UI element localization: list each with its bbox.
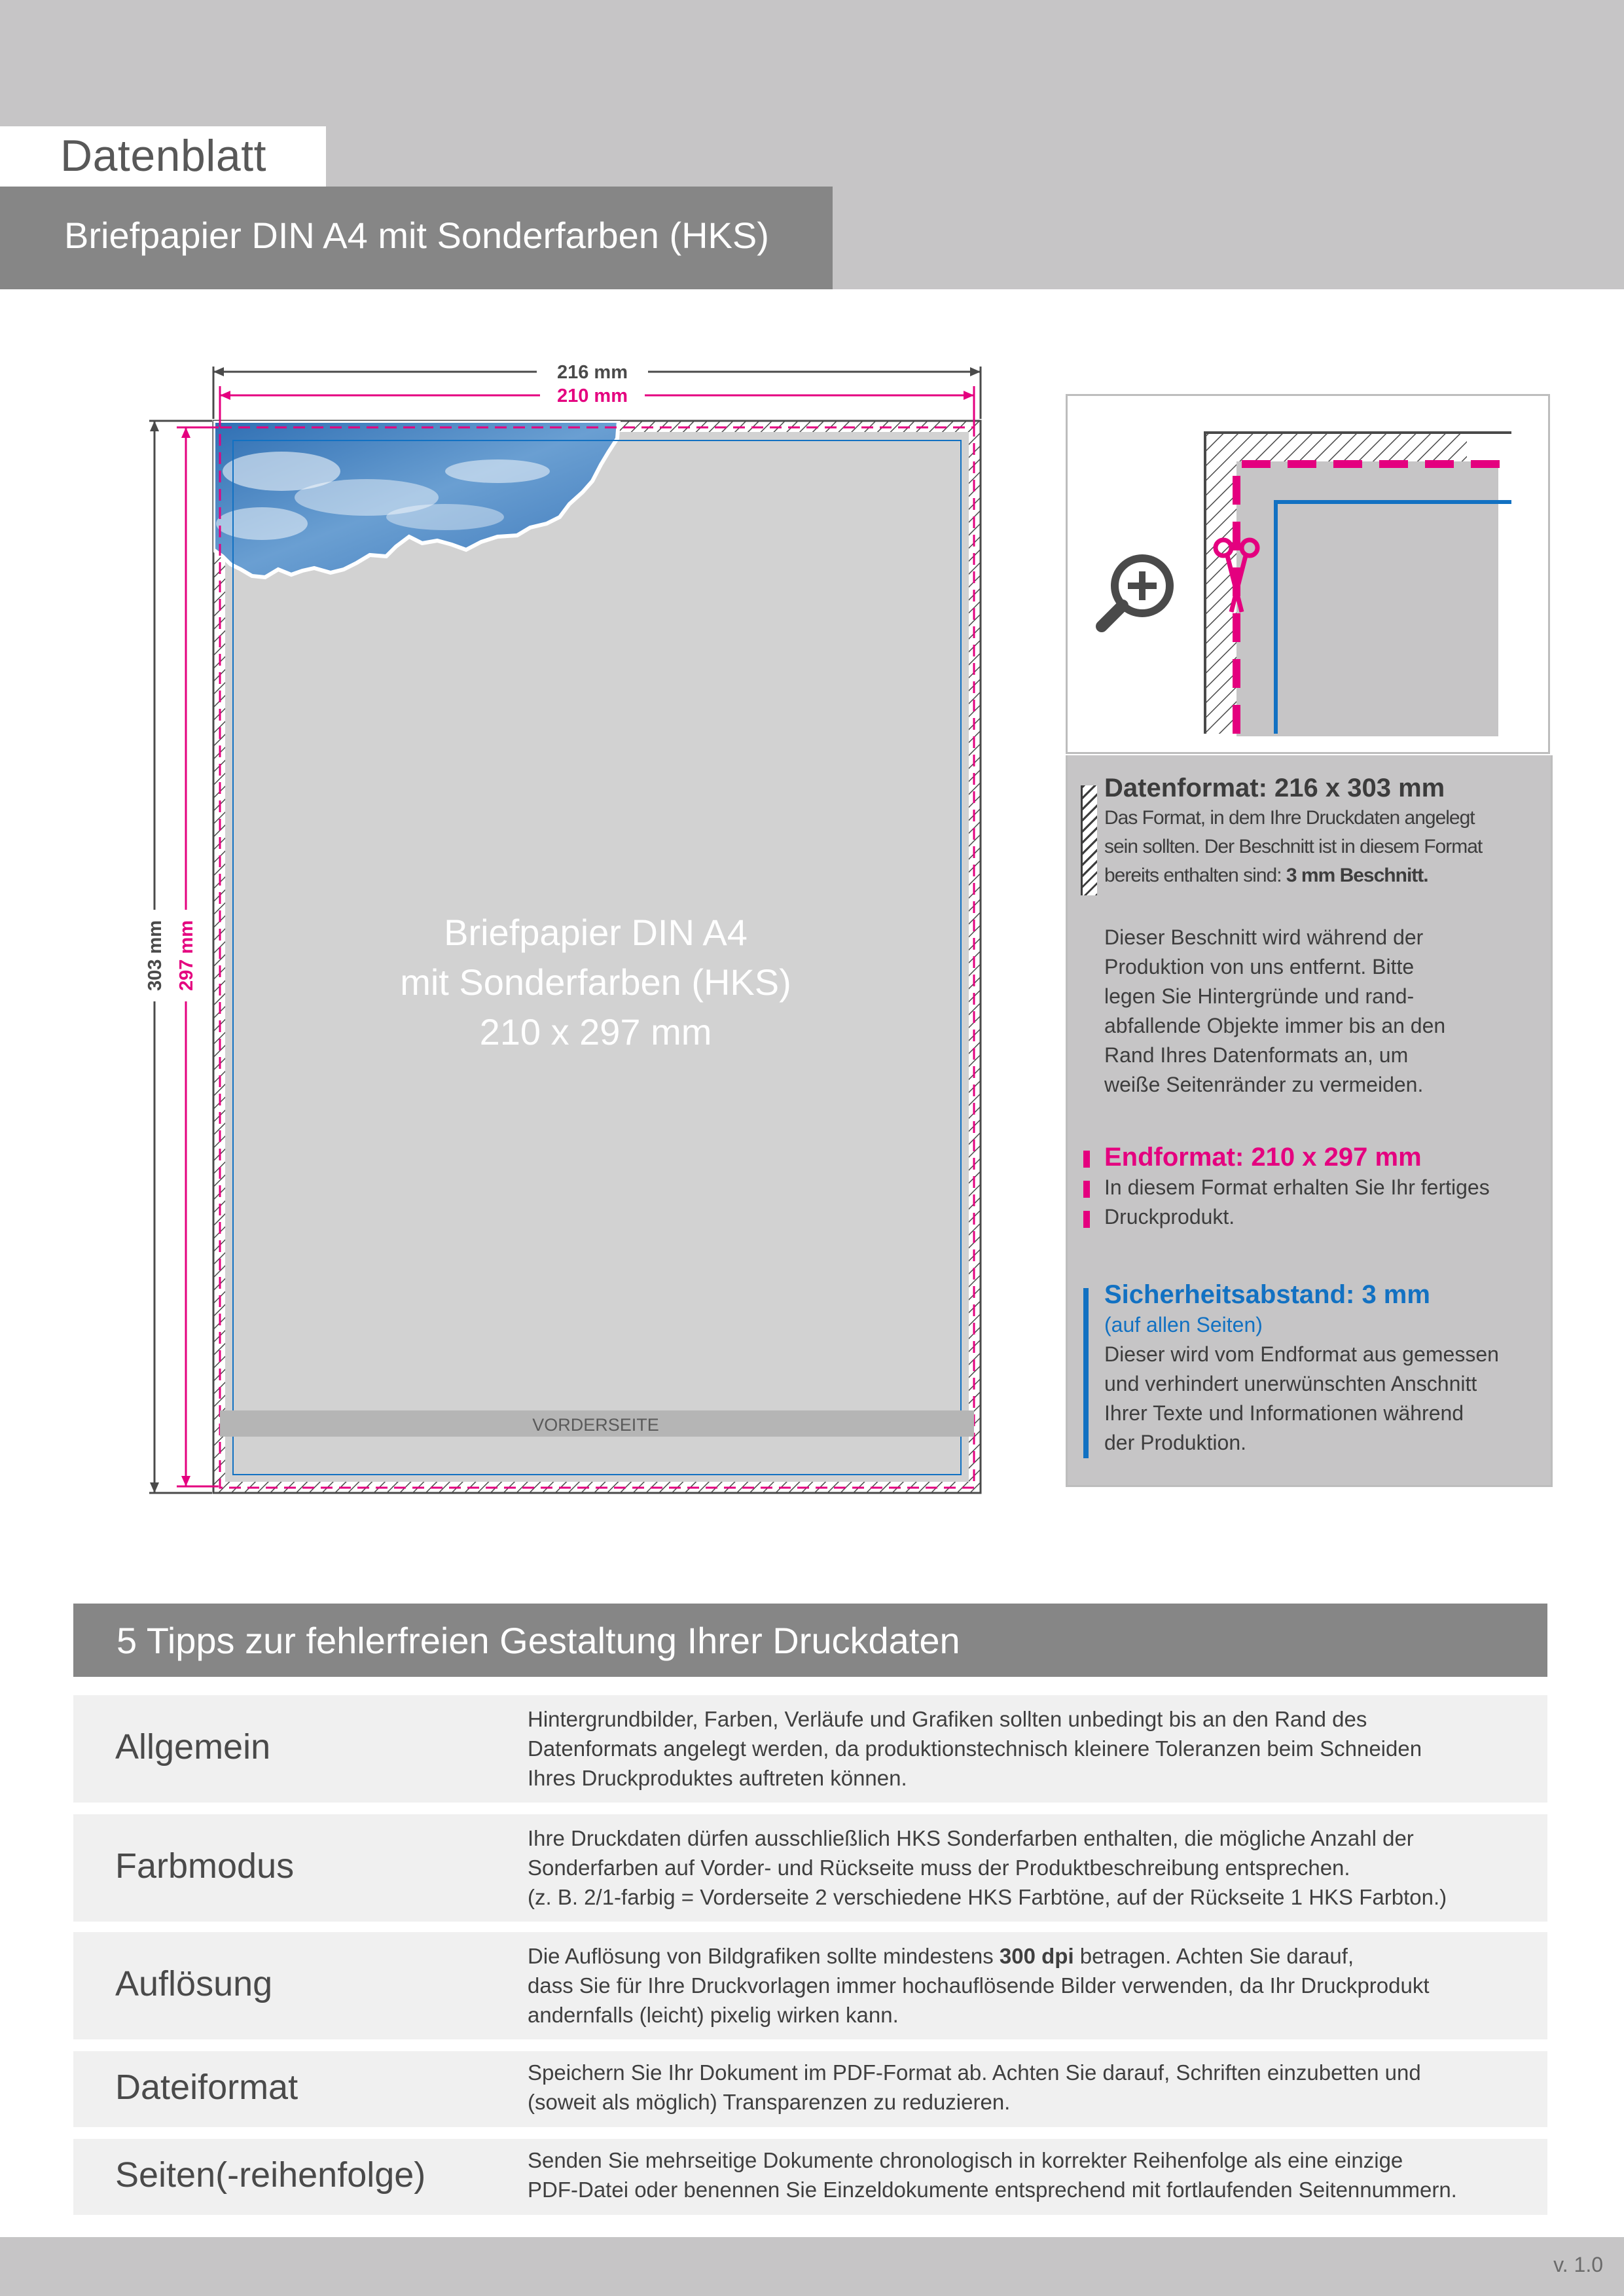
zoom-detail-box (1066, 394, 1550, 754)
datenformat-bold: 3 mm Beschnitt. (1286, 865, 1428, 886)
endformat-line-1: In diesem Format erhalten Sie Ihr fertiges (1104, 1175, 1490, 1199)
info-body (1066, 755, 1553, 1487)
datenformat-line-1: Das Format, in dem Ihre Druckdaten angelegt (1104, 807, 1475, 829)
sicherheit-line-1: Dieser wird vom Endformat aus gemessen (1104, 1342, 1499, 1366)
tip-line: Ihre Druckdaten dürfen ausschließlich HKS Sonderfarben enthalten, die mögliche Anzahl der (528, 1826, 1414, 1850)
tip-line: Senden Sie mehrseitige Dokumente chronologisch in korrekter Reihenfolge als eine einzige (528, 2148, 1403, 2172)
tip-line: dass Sie für Ihre Druckvorlagen immer hochauflösende Bilder verwenden, da Ihr Druckprodukt (528, 1973, 1430, 1998)
datenformat-line-3 (1104, 861, 1538, 890)
tip-label: Farbmodus (115, 1846, 295, 1886)
sicherheit-line-4: der Produktion. (1104, 1431, 1247, 1454)
beschnitt-line-3: legen Sie Hintergründe und rand- (1104, 984, 1415, 1008)
hatch-legend-marker (1081, 785, 1097, 895)
safety-legend-marker (1083, 1288, 1089, 1458)
format-diagram (0, 340, 1021, 1518)
endformat-legend-marker (1083, 1151, 1090, 1232)
tip-label: Dateiformat (115, 2068, 298, 2107)
endformat-title: Endformat: 210 x 297 mm (1104, 1143, 1422, 1172)
tip-line: andernfalls (leicht) pixelig wirken kann. (528, 2003, 899, 2027)
version-label: v. 1.0 (1553, 2253, 1603, 2276)
tip-text (528, 1823, 1534, 1912)
endformat-block (1104, 1141, 1538, 1232)
tip-row-allgemein (73, 1695, 1547, 1803)
width-final-label: 210 mm (556, 386, 628, 406)
tip-row-seiten (73, 2139, 1547, 2215)
sicherheit-block (1104, 1279, 1538, 1458)
width-data-label: 216 mm (556, 362, 628, 383)
tip-text (528, 1941, 1534, 2030)
tip-line: Ihres Druckproduktes auftreten können. (528, 1766, 907, 1790)
height-final-label: 297 mm (176, 920, 197, 992)
tips-title-bar (73, 1604, 1547, 1677)
tip-line (528, 1941, 1534, 1971)
tip-line: (z. B. 2/1-farbig = Vorderseite 2 verschiedene HKS Farbtöne, auf der Rückseite 1 HKS Farbton.) (528, 1885, 1447, 1909)
datenformat-line-3-text: bereits enthalten sind: (1104, 865, 1286, 886)
tip-line: Sonderfarben auf Vorder- und Rückseite muss der Produktbeschreibung entsprechen. (528, 1856, 1350, 1880)
tip-line: Datenformats angelegt werden, da produktionstechnisch kleinere Toleranzen beim Schneiden (528, 1736, 1422, 1761)
beschnitt-block (1104, 923, 1538, 1100)
sheet-label-box (0, 126, 326, 187)
sicherheit-line-3: Ihrer Texte und Informationen während (1104, 1401, 1464, 1425)
info-panel (1066, 394, 1553, 1487)
tip-line: Speichern Sie Ihr Dokument im PDF-Format ab. Achten Sie darauf, Schriften einzubetten und (528, 2060, 1421, 2085)
footer-band (0, 2237, 1624, 2296)
page-area (225, 432, 969, 1482)
beschnitt-line-5: Rand Ihres Datenformats an, um (1104, 1043, 1409, 1067)
tip-row-dateiformat (73, 2051, 1547, 2127)
height-data-label: 303 mm (145, 920, 166, 992)
tip-text (528, 2145, 1534, 2204)
sheet-label: Datenblatt (60, 131, 266, 181)
datenformat-block (1104, 772, 1538, 890)
tip-label: Allgemein (115, 1727, 271, 1767)
tip-row-aufloesung (73, 1932, 1547, 2039)
tip-label: Seiten(-reihenfolge) (115, 2155, 426, 2195)
title-bar (0, 187, 833, 289)
tip-line: PDF-Datei oder benennen Sie Einzeldokumente entsprechend mit fortlaufenden Seitennummern. (528, 2178, 1457, 2202)
endformat-line-2: Druckprodukt. (1104, 1205, 1235, 1229)
tip-line-part: betragen. Achten Sie darauf, (1074, 1944, 1354, 1968)
zoom-in-icon (1102, 558, 1170, 626)
tip-line: Hintergrundbilder, Farben, Verläufe und Grafiken sollten unbedingt bis an den Rand des (528, 1707, 1367, 1731)
sicherheit-sub: (auf allen Seiten) (1104, 1313, 1263, 1336)
tip-line-bold: 300 dpi (999, 1944, 1074, 1968)
page-title: Briefpapier DIN A4 mit Sonderfarben (HKS) (64, 215, 769, 256)
tips-title: 5 Tipps zur fehlerfreien Gestaltung Ihrer Druckdaten (117, 1620, 960, 1661)
side-label: VORDERSEITE (532, 1415, 659, 1435)
beschnitt-line-6: weiße Seitenränder zu vermeiden. (1104, 1073, 1424, 1096)
tip-line-part: Die Auflösung von Bildgrafiken sollte mindestens (528, 1944, 1000, 1968)
tip-label: Auflösung (115, 1964, 273, 2003)
beschnitt-line-2: Produktion von uns entfernt. Bitte (1104, 955, 1415, 978)
tip-text (528, 2058, 1534, 2117)
tip-row-farbmodus (73, 1814, 1547, 1922)
tip-text (528, 1704, 1534, 1793)
page-center-line-1: Briefpapier DIN A4 (444, 912, 748, 953)
page-center-line-3: 210 x 297 mm (479, 1011, 712, 1052)
sicherheit-line-2: und verhindert unerwünschten Anschnitt (1104, 1372, 1477, 1395)
beschnitt-line-1: Dieser Beschnitt wird während der (1104, 925, 1424, 949)
datenformat-line-2: sein sollten. Der Beschnitt ist in diesem Format (1104, 836, 1483, 857)
page-center-line-2: mit Sonderfarben (HKS) (400, 961, 791, 1003)
sicherheit-title: Sicherheitsabstand: 3 mm (1104, 1280, 1430, 1309)
datenformat-title: Datenformat: 216 x 303 mm (1104, 774, 1445, 802)
beschnitt-line-4: abfallende Objekte immer bis an den (1104, 1014, 1446, 1037)
tip-line: (soweit als möglich) Transparenzen zu reduzieren. (528, 2090, 1011, 2114)
